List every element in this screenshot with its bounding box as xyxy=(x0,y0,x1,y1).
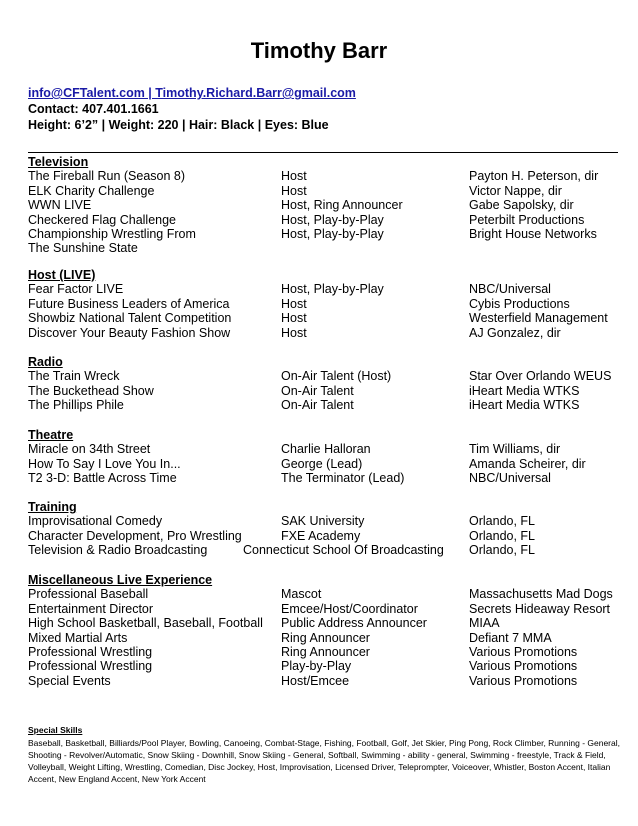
credit-row xyxy=(28,529,628,544)
credit-role: Ring Announcer xyxy=(281,631,370,645)
section-heading: Training xyxy=(28,500,77,514)
credit-project: Professional Baseball xyxy=(28,587,149,601)
credit-row xyxy=(28,442,628,457)
credit-company: Orlando, FL xyxy=(469,543,536,557)
section-heading: Miscellaneous Live Experience xyxy=(28,573,213,587)
credit-project: Professional Wrestling xyxy=(28,645,153,659)
credit-project: Miracle on 34th Street xyxy=(28,442,151,456)
credit-row xyxy=(28,198,628,213)
credit-company: iHeart Media WTKS xyxy=(469,384,580,398)
section-heading: Theatre xyxy=(28,428,74,442)
credit-company: MIAA xyxy=(469,616,500,630)
physical-stats-line: Height: 6’2” | Weight: 220 | Hair: Black | Eyes: Blue xyxy=(28,118,329,132)
credit-project: Future Business Leaders of America xyxy=(28,297,230,311)
credit-company: Bright House Networks xyxy=(469,227,597,241)
credit-row xyxy=(28,398,628,413)
credit-role: Host xyxy=(281,311,307,325)
credit-company: Orlando, FL xyxy=(469,529,536,543)
credit-row xyxy=(28,587,628,602)
special-skills-title: Special Skills xyxy=(28,725,83,735)
credit-company: Payton H. Peterson, dir xyxy=(469,169,599,183)
email-links[interactable]: info@CFTalent.com | Timothy.Richard.Barr@gmail.com xyxy=(28,86,356,100)
credit-project: Professional Wrestling xyxy=(28,659,153,673)
credit-project: ELK Charity Challenge xyxy=(28,184,155,198)
credit-project: The Sunshine State xyxy=(28,241,138,255)
credit-project: The Phillips Phile xyxy=(28,398,124,412)
credit-company: Various Promotions xyxy=(469,645,578,659)
credit-row xyxy=(28,241,628,256)
credit-role: Host xyxy=(281,184,307,198)
credit-role: Connecticut School Of Broadcasting xyxy=(243,543,444,557)
credit-row xyxy=(28,213,628,228)
credit-row xyxy=(28,297,628,312)
credit-role: On-Air Talent xyxy=(281,384,354,398)
credit-row xyxy=(28,645,628,660)
credit-row xyxy=(28,457,628,472)
credit-company: Massachusetts Mad Dogs xyxy=(469,587,613,601)
resume-name: Timothy Barr xyxy=(250,38,388,63)
header-divider xyxy=(28,152,618,153)
credit-project: Mixed Martial Arts xyxy=(28,631,128,645)
credit-role: Play-by-Play xyxy=(281,659,352,673)
special-skills-text: Baseball, Basketball, Billiards/Pool Player, Bowling, Canoeing, Combat-Stage, Fishing, Football, Golf, Jet Skier, Ping Pong, Rock Climber, Running - General, Shooting - Revolver/Automatic, Snow Skiing - Downhill, Snow Skiing - General, Softball, Swimming - ability - general, Swimming - freestyle, Track & Field, Volleyball, Weight Lifting, Wrestling, Comedian, Disc Jockey, Host, Improvisation, Licensed Driver, Teleprompter, Voiceover, Whistler, Boston Accent, Italian Accent, New England Accent, New York Accent xyxy=(28,738,620,784)
credit-row xyxy=(28,311,628,326)
credit-project: Special Events xyxy=(28,674,111,688)
credit-role: Host xyxy=(281,169,307,183)
credit-role: Mascot xyxy=(281,587,322,601)
credit-company: Orlando, FL xyxy=(469,514,536,528)
credit-row xyxy=(28,184,628,199)
credit-company: iHeart Media WTKS xyxy=(469,398,580,412)
credit-project: The Train Wreck xyxy=(28,369,120,383)
credit-role: Host, Play-by-Play xyxy=(281,227,384,241)
credit-project: T2 3-D: Battle Across Time xyxy=(28,471,177,485)
credit-row xyxy=(28,326,628,341)
credit-role: On-Air Talent (Host) xyxy=(281,369,392,383)
section-heading: Television xyxy=(28,155,89,169)
credit-role: Public Address Announcer xyxy=(281,616,427,630)
credit-role: On-Air Talent xyxy=(281,398,354,412)
credit-project: Entertainment Director xyxy=(28,602,154,616)
credit-company: Various Promotions xyxy=(469,659,578,673)
credit-company: Gabe Sapolsky, dir xyxy=(469,198,574,212)
credit-row xyxy=(28,631,628,646)
credit-role: Charlie Halloran xyxy=(281,442,371,456)
credit-project: The Buckethead Show xyxy=(28,384,154,398)
credit-row xyxy=(28,616,628,631)
credit-company: NBC/Universal xyxy=(469,282,551,296)
credit-company: AJ Gonzalez, dir xyxy=(469,326,561,340)
credit-company: Cybis Productions xyxy=(469,297,570,311)
credit-row xyxy=(28,602,628,617)
credit-row xyxy=(28,471,628,486)
credit-company: Tim Williams, dir xyxy=(469,442,561,456)
credit-company: Secrets Hideaway Resort xyxy=(469,602,611,616)
credit-row xyxy=(28,384,628,399)
credit-role: George (Lead) xyxy=(281,457,363,471)
credit-company: Peterbilt Productions xyxy=(469,213,585,227)
credit-project: Improvisational Comedy xyxy=(28,514,163,528)
credit-row xyxy=(28,543,628,558)
credit-role: Host/Emcee xyxy=(281,674,350,688)
credit-row xyxy=(28,674,628,689)
credit-project: WWN LIVE xyxy=(28,198,92,212)
section-heading: Radio xyxy=(28,355,63,369)
credit-project: How To Say I Love You In... xyxy=(28,457,181,471)
credit-project: Showbiz National Talent Competition xyxy=(28,311,232,325)
credit-project: Checkered Flag Challenge xyxy=(28,213,177,227)
contact-line: Contact: 407.401.1661 xyxy=(28,102,159,116)
credit-project: Fear Factor LIVE xyxy=(28,282,124,296)
credit-role: The Terminator (Lead) xyxy=(281,471,405,485)
credit-row xyxy=(28,369,628,384)
credit-role: Host xyxy=(281,326,307,340)
credit-row xyxy=(28,659,628,674)
credit-project: Character Development, Pro Wrestling xyxy=(28,529,242,543)
credit-role: Emcee/Host/Coordinator xyxy=(281,602,418,616)
credit-project: High School Basketball, Baseball, Football xyxy=(28,616,263,630)
credit-project: The Fireball Run (Season 8) xyxy=(28,169,186,183)
credit-role: SAK University xyxy=(281,514,365,528)
credit-company: Amanda Scheirer, dir xyxy=(469,457,586,471)
credit-company: Defiant 7 MMA xyxy=(469,631,552,645)
credit-company: Westerfield Management xyxy=(469,311,608,325)
credit-project: Discover Your Beauty Fashion Show xyxy=(28,326,231,340)
credit-role: FXE Academy xyxy=(281,529,361,543)
credit-project: Television & Radio Broadcasting xyxy=(28,543,208,557)
credit-company: Various Promotions xyxy=(469,674,578,688)
credit-row xyxy=(28,169,628,184)
credit-project: Championship Wrestling From xyxy=(28,227,196,241)
credit-role: Host, Play-by-Play xyxy=(281,213,384,227)
credit-row xyxy=(28,282,628,297)
credit-company: Victor Nappe, dir xyxy=(469,184,562,198)
credit-role: Host, Ring Announcer xyxy=(281,198,403,212)
credit-company: Star Over Orlando WEUS xyxy=(469,369,612,383)
credit-role: Host xyxy=(281,297,307,311)
credit-company: NBC/Universal xyxy=(469,471,551,485)
credit-role: Host, Play-by-Play xyxy=(281,282,384,296)
section-heading: Host (LIVE) xyxy=(28,268,96,282)
credit-row xyxy=(28,227,628,242)
credit-role: Ring Announcer xyxy=(281,645,370,659)
credit-row xyxy=(28,514,628,529)
